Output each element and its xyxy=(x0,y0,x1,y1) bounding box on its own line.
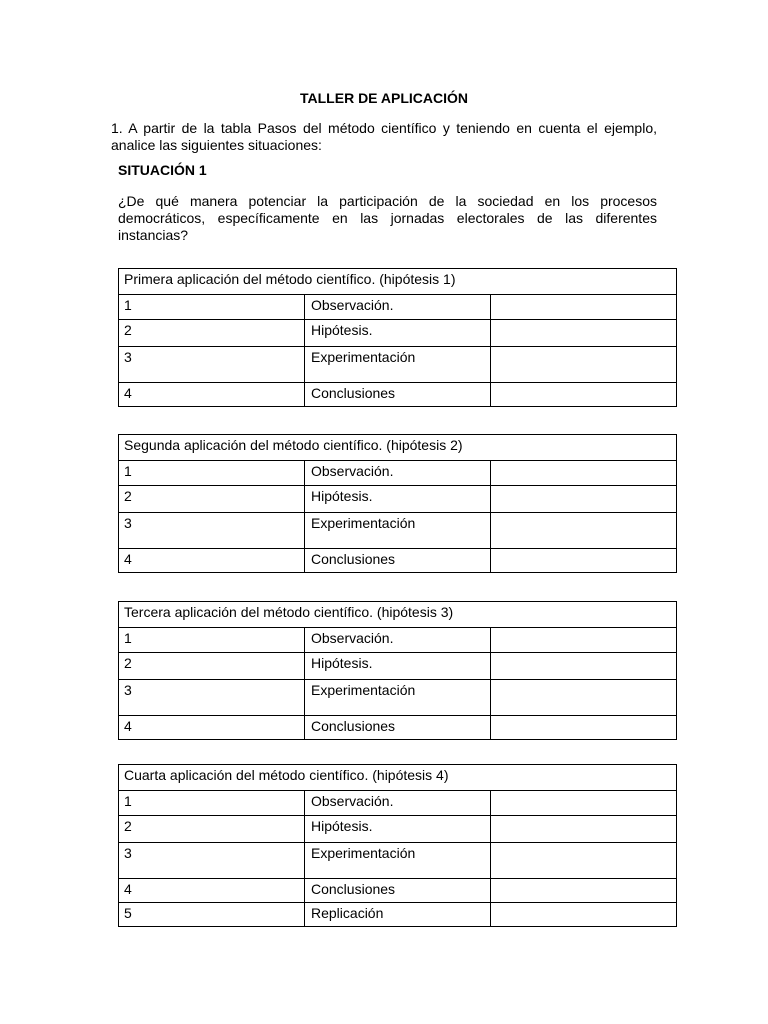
question-text: ¿De qué manera potenciar la participación de la sociedad en los procesos democráticos, específicamente en las jornadas electorales de las diferentes instancias? xyxy=(118,193,657,243)
table-row xyxy=(119,791,677,816)
table-row xyxy=(119,461,677,486)
step-number: 4 xyxy=(119,879,305,903)
answer-cell[interactable] xyxy=(491,513,677,549)
table-row xyxy=(119,879,677,903)
answer-cell[interactable] xyxy=(491,383,677,407)
step-number: 3 xyxy=(119,347,305,383)
answer-cell[interactable] xyxy=(491,347,677,383)
table-row xyxy=(119,320,677,347)
step-label: Observación. xyxy=(305,461,491,486)
step-label: Hipótesis. xyxy=(305,816,491,843)
step-number: 1 xyxy=(119,628,305,653)
step-number: 1 xyxy=(119,461,305,486)
step-number: 2 xyxy=(119,816,305,843)
step-number: 2 xyxy=(119,653,305,680)
step-label: Hipótesis. xyxy=(305,653,491,680)
table-row xyxy=(119,680,677,716)
situation-heading: SITUACIÓN 1 xyxy=(118,162,207,178)
table-row xyxy=(119,549,677,573)
table-row xyxy=(119,716,677,740)
answer-cell[interactable] xyxy=(491,295,677,320)
step-number: 4 xyxy=(119,716,305,740)
hypothesis-table-3 xyxy=(118,601,677,740)
step-number: 4 xyxy=(119,383,305,407)
table-row xyxy=(119,486,677,513)
table-row xyxy=(119,628,677,653)
instruction-text: 1. A partir de la tabla Pasos del método científico y teniendo en cuenta el ejemplo, analice las siguientes situaciones: xyxy=(111,120,657,153)
answer-cell[interactable] xyxy=(491,628,677,653)
table-row xyxy=(119,903,677,927)
table-row xyxy=(119,383,677,407)
table-row xyxy=(119,513,677,549)
step-label: Conclusiones xyxy=(305,549,491,573)
step-label: Experimentación xyxy=(305,513,491,549)
step-number: 5 xyxy=(119,903,305,927)
step-label: Conclusiones xyxy=(305,879,491,903)
answer-cell[interactable] xyxy=(491,486,677,513)
table-header: Segunda aplicación del método científico. (hipótesis 2) xyxy=(119,435,677,461)
step-label: Hipótesis. xyxy=(305,486,491,513)
hypothesis-table-4 xyxy=(118,764,677,927)
step-number: 3 xyxy=(119,843,305,879)
step-label: Conclusiones xyxy=(305,716,491,740)
table-row xyxy=(119,295,677,320)
hypothesis-table-2 xyxy=(118,434,677,573)
answer-cell[interactable] xyxy=(491,320,677,347)
answer-cell[interactable] xyxy=(491,653,677,680)
step-number: 3 xyxy=(119,680,305,716)
document-title: TALLER DE APLICACIÓN xyxy=(300,90,468,106)
table-row xyxy=(119,843,677,879)
answer-cell[interactable] xyxy=(491,461,677,486)
step-label: Conclusiones xyxy=(305,383,491,407)
table-header: Primera aplicación del método científico. (hipótesis 1) xyxy=(119,269,677,295)
answer-cell[interactable] xyxy=(491,791,677,816)
answer-cell[interactable] xyxy=(491,716,677,740)
hypothesis-table-1 xyxy=(118,268,677,407)
step-label: Experimentación xyxy=(305,843,491,879)
step-number: 4 xyxy=(119,549,305,573)
step-number: 3 xyxy=(119,513,305,549)
step-label: Replicación xyxy=(305,903,491,927)
step-number: 2 xyxy=(119,486,305,513)
answer-cell[interactable] xyxy=(491,816,677,843)
table-row xyxy=(119,347,677,383)
step-label: Observación. xyxy=(305,295,491,320)
answer-cell[interactable] xyxy=(491,879,677,903)
step-number: 2 xyxy=(119,320,305,347)
step-number: 1 xyxy=(119,791,305,816)
step-label: Experimentación xyxy=(305,680,491,716)
table-header: Cuarta aplicación del método científico. (hipótesis 4) xyxy=(119,765,677,791)
table-row xyxy=(119,816,677,843)
answer-cell[interactable] xyxy=(491,680,677,716)
step-label: Observación. xyxy=(305,628,491,653)
step-label: Observación. xyxy=(305,791,491,816)
table-header: Tercera aplicación del método científico. (hipótesis 3) xyxy=(119,602,677,628)
step-label: Experimentación xyxy=(305,347,491,383)
step-label: Hipótesis. xyxy=(305,320,491,347)
table-row xyxy=(119,653,677,680)
answer-cell[interactable] xyxy=(491,903,677,927)
step-number: 1 xyxy=(119,295,305,320)
answer-cell[interactable] xyxy=(491,843,677,879)
answer-cell[interactable] xyxy=(491,549,677,573)
